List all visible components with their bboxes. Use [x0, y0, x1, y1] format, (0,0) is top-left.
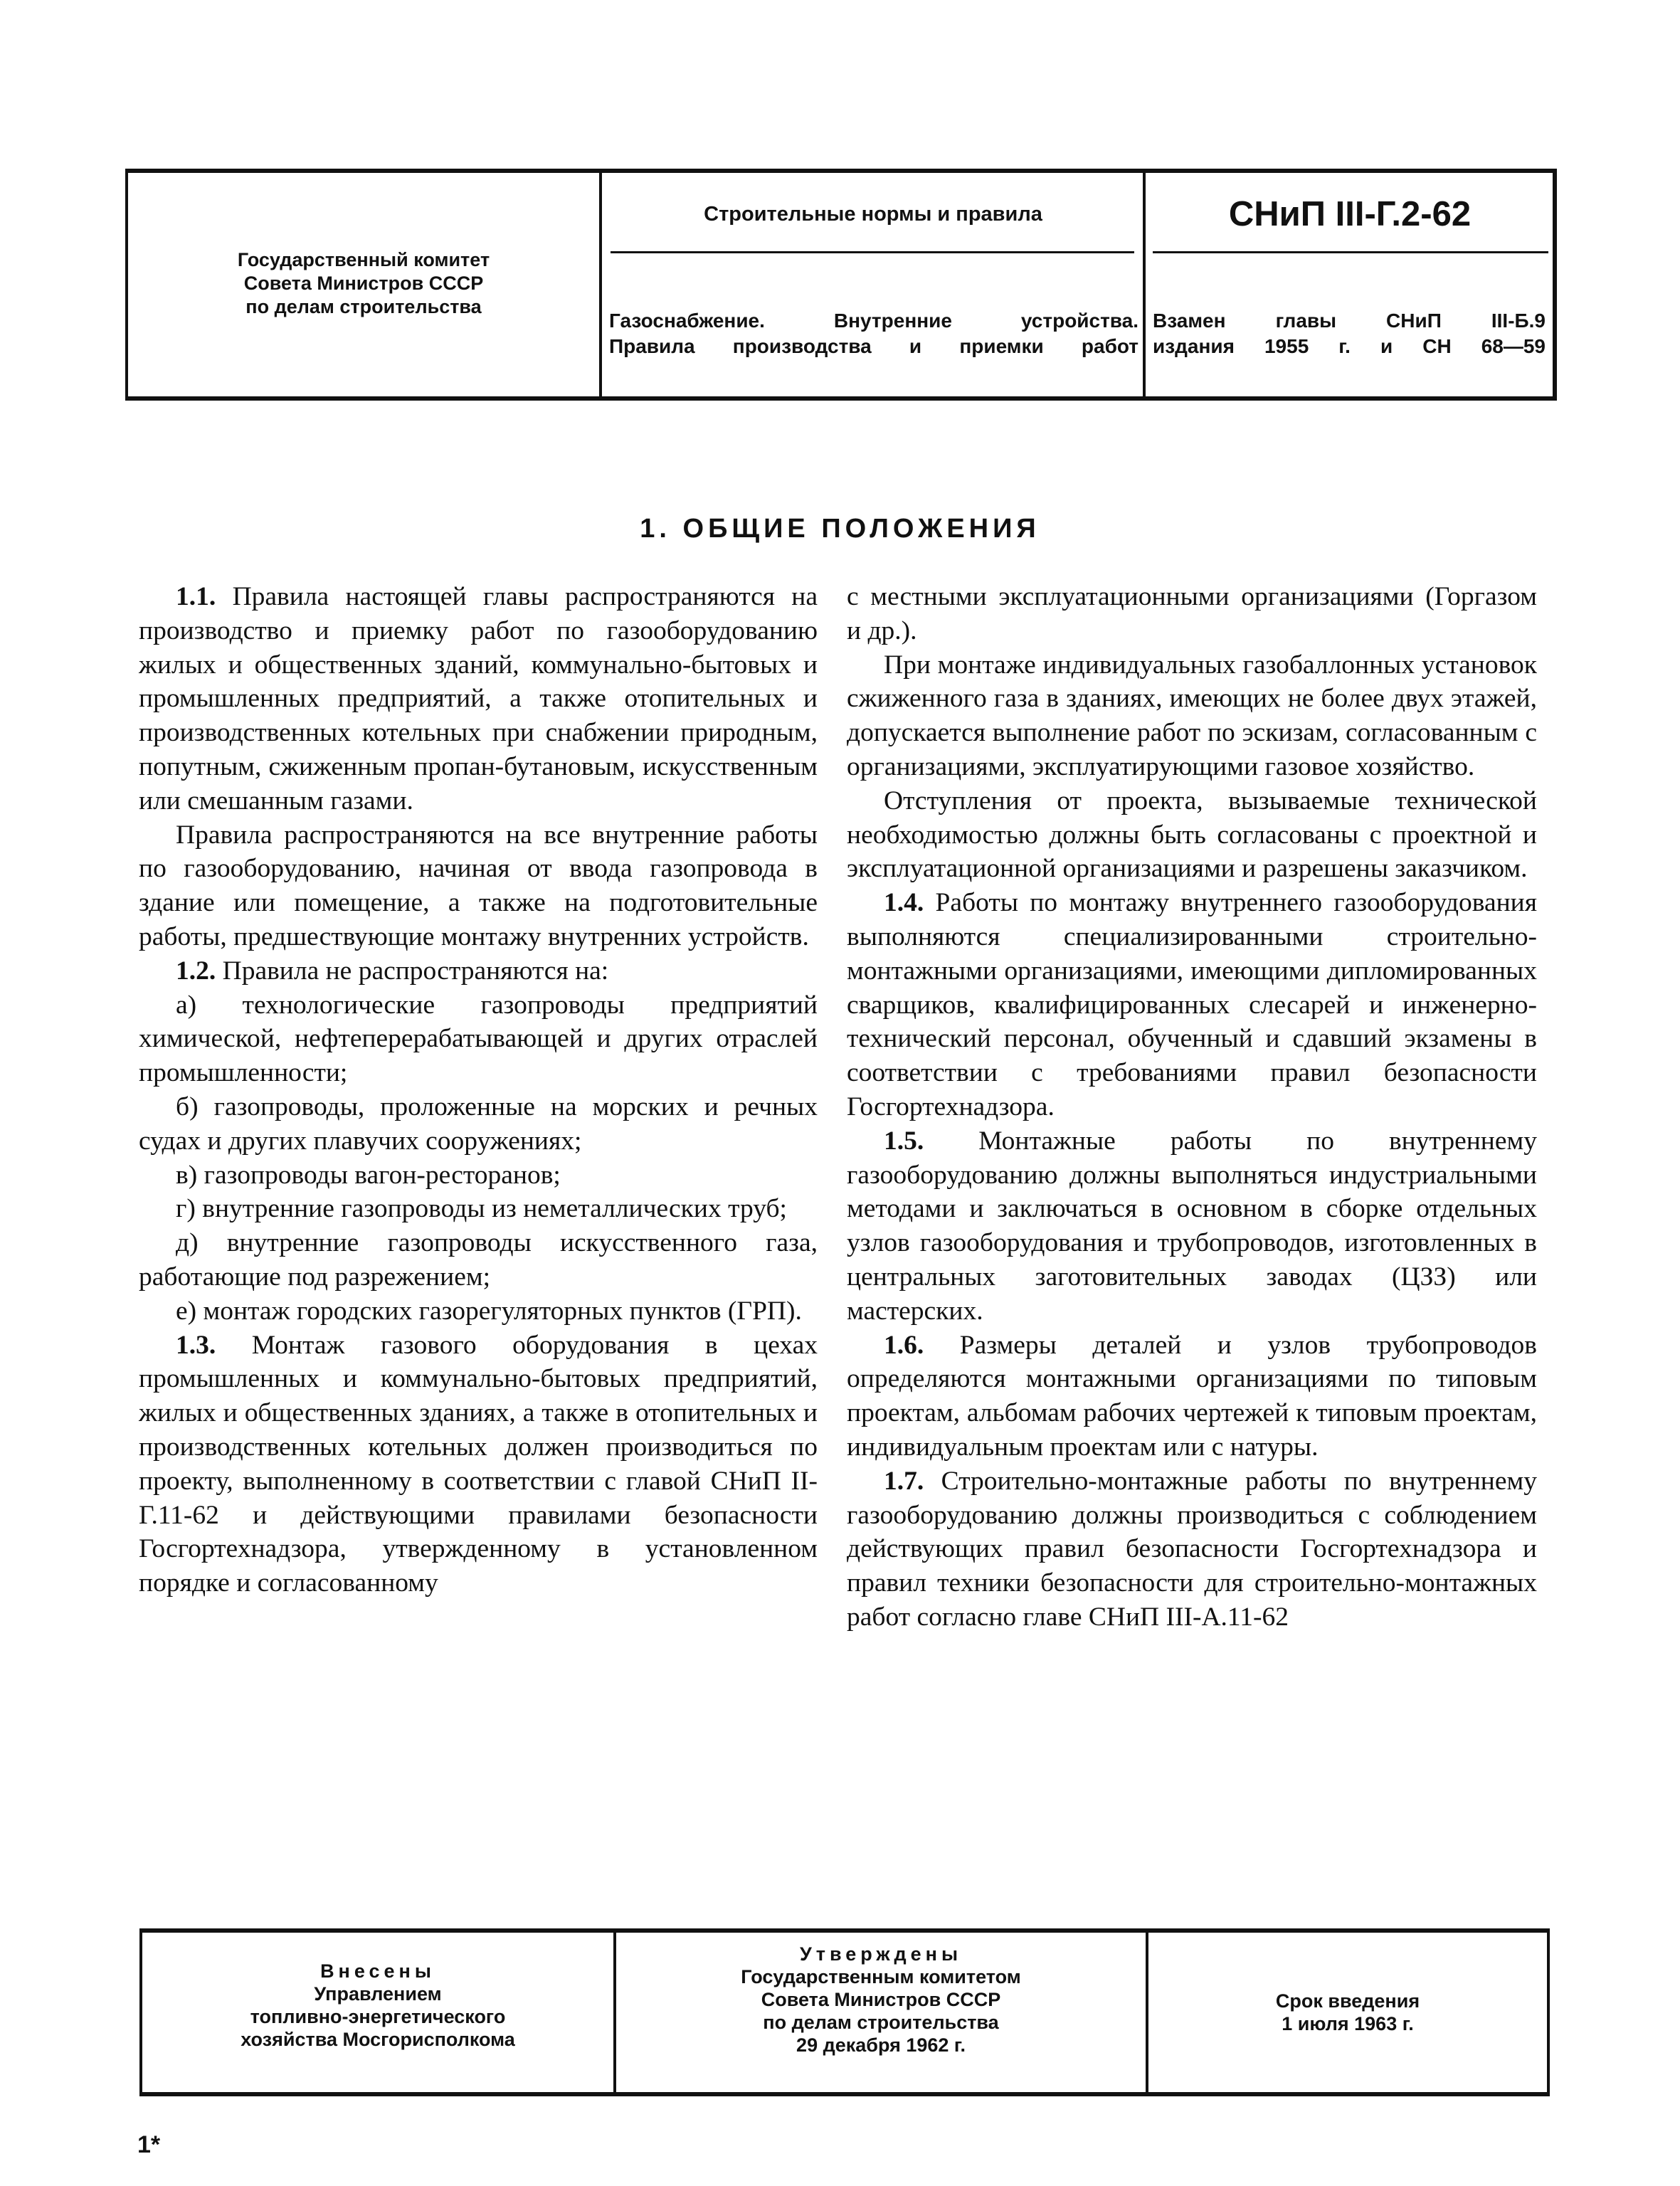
- page-mark: 1*: [137, 2131, 161, 2158]
- clause-number: 1.7.: [884, 1466, 924, 1496]
- paragraph: [139, 988, 818, 1090]
- paragraph-text: в) газопроводы вагон-ресторанов;: [176, 1160, 561, 1190]
- footer-table: [139, 1928, 1550, 2096]
- paragraph-text: Правила не распространяются на:: [222, 956, 609, 986]
- paragraph: [139, 1226, 818, 1294]
- paragraph: [847, 1464, 1537, 1635]
- paragraph-text: Правила распространяются на все внутренние работы по газооборудованию, начиная от ввода газопровода в здание или помещение, а также на подготовительные работы, предшествующие монтажу внутренних устройств.: [139, 820, 818, 951]
- paragraph: [847, 648, 1537, 784]
- clause-number: 1.6.: [884, 1330, 924, 1360]
- paragraph-text: Правила настоящей главы распространяются на производство и приемку работ по газооборудованию жилых и общественных зданий, коммунально-бытовых и промышленных предприятий, а также отопительных и производственных котельных при снабжении природным, попутным, сжиженным пропан-бутановым, искусственным или смешанным газами.: [139, 582, 818, 815]
- paragraph-text: Строительно-монтажные работы по внутреннему газооборудованию должны производиться с соблюдением действующих правил безопасности Госгортехнадзора и правил техники безопасности для строительно-монтажных работ согласно главе СНиП III-А.11-62: [847, 1466, 1538, 1632]
- right-column: [847, 580, 1537, 1635]
- paragraph-text: Монтажные работы по внутреннему газооборудованию должны выполняться индустриальными методами и заключаться в основном в сборке отдельных узлов газооборудования и трубопроводов, изготовленных в центральных заготовительных заводах (ЦЗЗ) или мастерских.: [847, 1126, 1537, 1326]
- paragraph-text: Работы по монтажу внутреннего газооборудования выполняются специализированными строительно-монтажными организациями, имеющими дипломированных сварщиков, квалифицированных слесарей и инженерно-технический персонал, обученный и сдавший экзамены в соответствии с требованиями правил безопасности Госгортехнадзора.: [847, 888, 1537, 1121]
- paragraph: [847, 1124, 1537, 1329]
- header-divider: [1143, 173, 1146, 396]
- replaces-note: Взамен главы СНиП III-Б.9 издания 1955 г. и СН 68—59: [1153, 310, 1546, 357]
- paragraph-text: г) внутренние газопроводы из неметаллических труб;: [176, 1194, 787, 1224]
- clause-number: 1.3.: [176, 1330, 216, 1360]
- paragraph: [139, 1329, 818, 1600]
- paragraph: [139, 1090, 818, 1158]
- paragraph-text: д) внутренние газопроводы искусственного газа, работающие под разрежением;: [139, 1228, 818, 1292]
- paragraph: [847, 580, 1537, 648]
- document-title: Газоснабжение. Внутренние устройства. Правила производства и приемки работ: [609, 310, 1139, 357]
- paragraph: [139, 580, 818, 818]
- paragraph-text: Размеры деталей и узлов трубопроводов определяются монтажными организациями по типовым проектам, альбомам рабочих чертежей к типовым проектам, индивидуальным проектам или с натуры.: [847, 1330, 1537, 1462]
- paragraph-text: Отступления от проекта, вызываемые технической необходимостью должны быть согласованы с проектной и эксплуатационной организациями и разрешены заказчиком.: [847, 786, 1537, 884]
- effective-block: Срок введения 1 июля 1963 г.: [1275, 1990, 1420, 2034]
- clause-number: 1.4.: [884, 888, 924, 918]
- header-rule: [611, 251, 1134, 253]
- header-divider: [599, 173, 602, 396]
- committee-name: Государственный комитет Совета Министров СССР по делам строительства: [237, 249, 490, 317]
- document-code: СНиП III-Г.2-62: [1228, 195, 1472, 233]
- paragraph: [139, 1192, 818, 1226]
- header-table: [125, 169, 1557, 401]
- paragraph: [139, 954, 818, 988]
- paragraph-text: При монтаже индивидуальных газобаллонных установок сжиженного газа в зданиях, имеющих не более двух этажей, допускается выполнение работ по эскизам, согласованным с организациями, эксплуатирующими газовое хозяйство.: [847, 650, 1537, 781]
- clause-number: 1.5.: [884, 1126, 924, 1156]
- approved-block: Утверждены Государственным комитетом Совета Министров СССР по делам строительства 29 декабря 1962 г.: [741, 1943, 1021, 2056]
- paragraph: [847, 784, 1537, 886]
- paragraph: [847, 886, 1537, 1124]
- paragraph-text: Монтаж газового оборудования в цехах промышленных и коммунально-бытовых предприятий, жилых и общественных зданиях, а также в отопительных и производственных котельных должен производиться по проекту, выполненному в соответствии с главой СНиП II-Г.11-62 и действующими правилами безопасности Госгортехнадзора, утвержденному в установленном порядке и согласованному: [139, 1330, 818, 1598]
- paragraph-text: с местными эксплуатационными организациями (Горгазом и др.).: [847, 582, 1537, 645]
- paragraph: [139, 1158, 818, 1193]
- submitted-block: Внесены Управлением топливно-энергетического хозяйства Мосгорисполкома: [241, 1960, 515, 2050]
- clause-number: 1.2.: [176, 956, 216, 986]
- paragraph: [139, 1294, 818, 1329]
- paragraph: [139, 818, 818, 954]
- paragraph-text: а) технологические газопроводы предприятий химической, нефтеперерабатывающей и других отраслей промышленности;: [139, 990, 818, 1088]
- paragraph-text: б) газопроводы, проложенные на морских и речных судах и других плавучих сооружениях;: [139, 1092, 818, 1156]
- header-rule: [1153, 251, 1548, 253]
- left-column: [139, 580, 818, 1600]
- clause-number: 1.1.: [176, 582, 216, 611]
- norms-label: Строительные нормы и правила: [704, 203, 1042, 226]
- paragraph: [847, 1329, 1537, 1464]
- paragraph-text: е) монтаж городских газорегуляторных пунктов (ГРП).: [176, 1296, 802, 1326]
- section-title: 1. ОБЩИЕ ПОЛОЖЕНИЯ: [640, 514, 1040, 544]
